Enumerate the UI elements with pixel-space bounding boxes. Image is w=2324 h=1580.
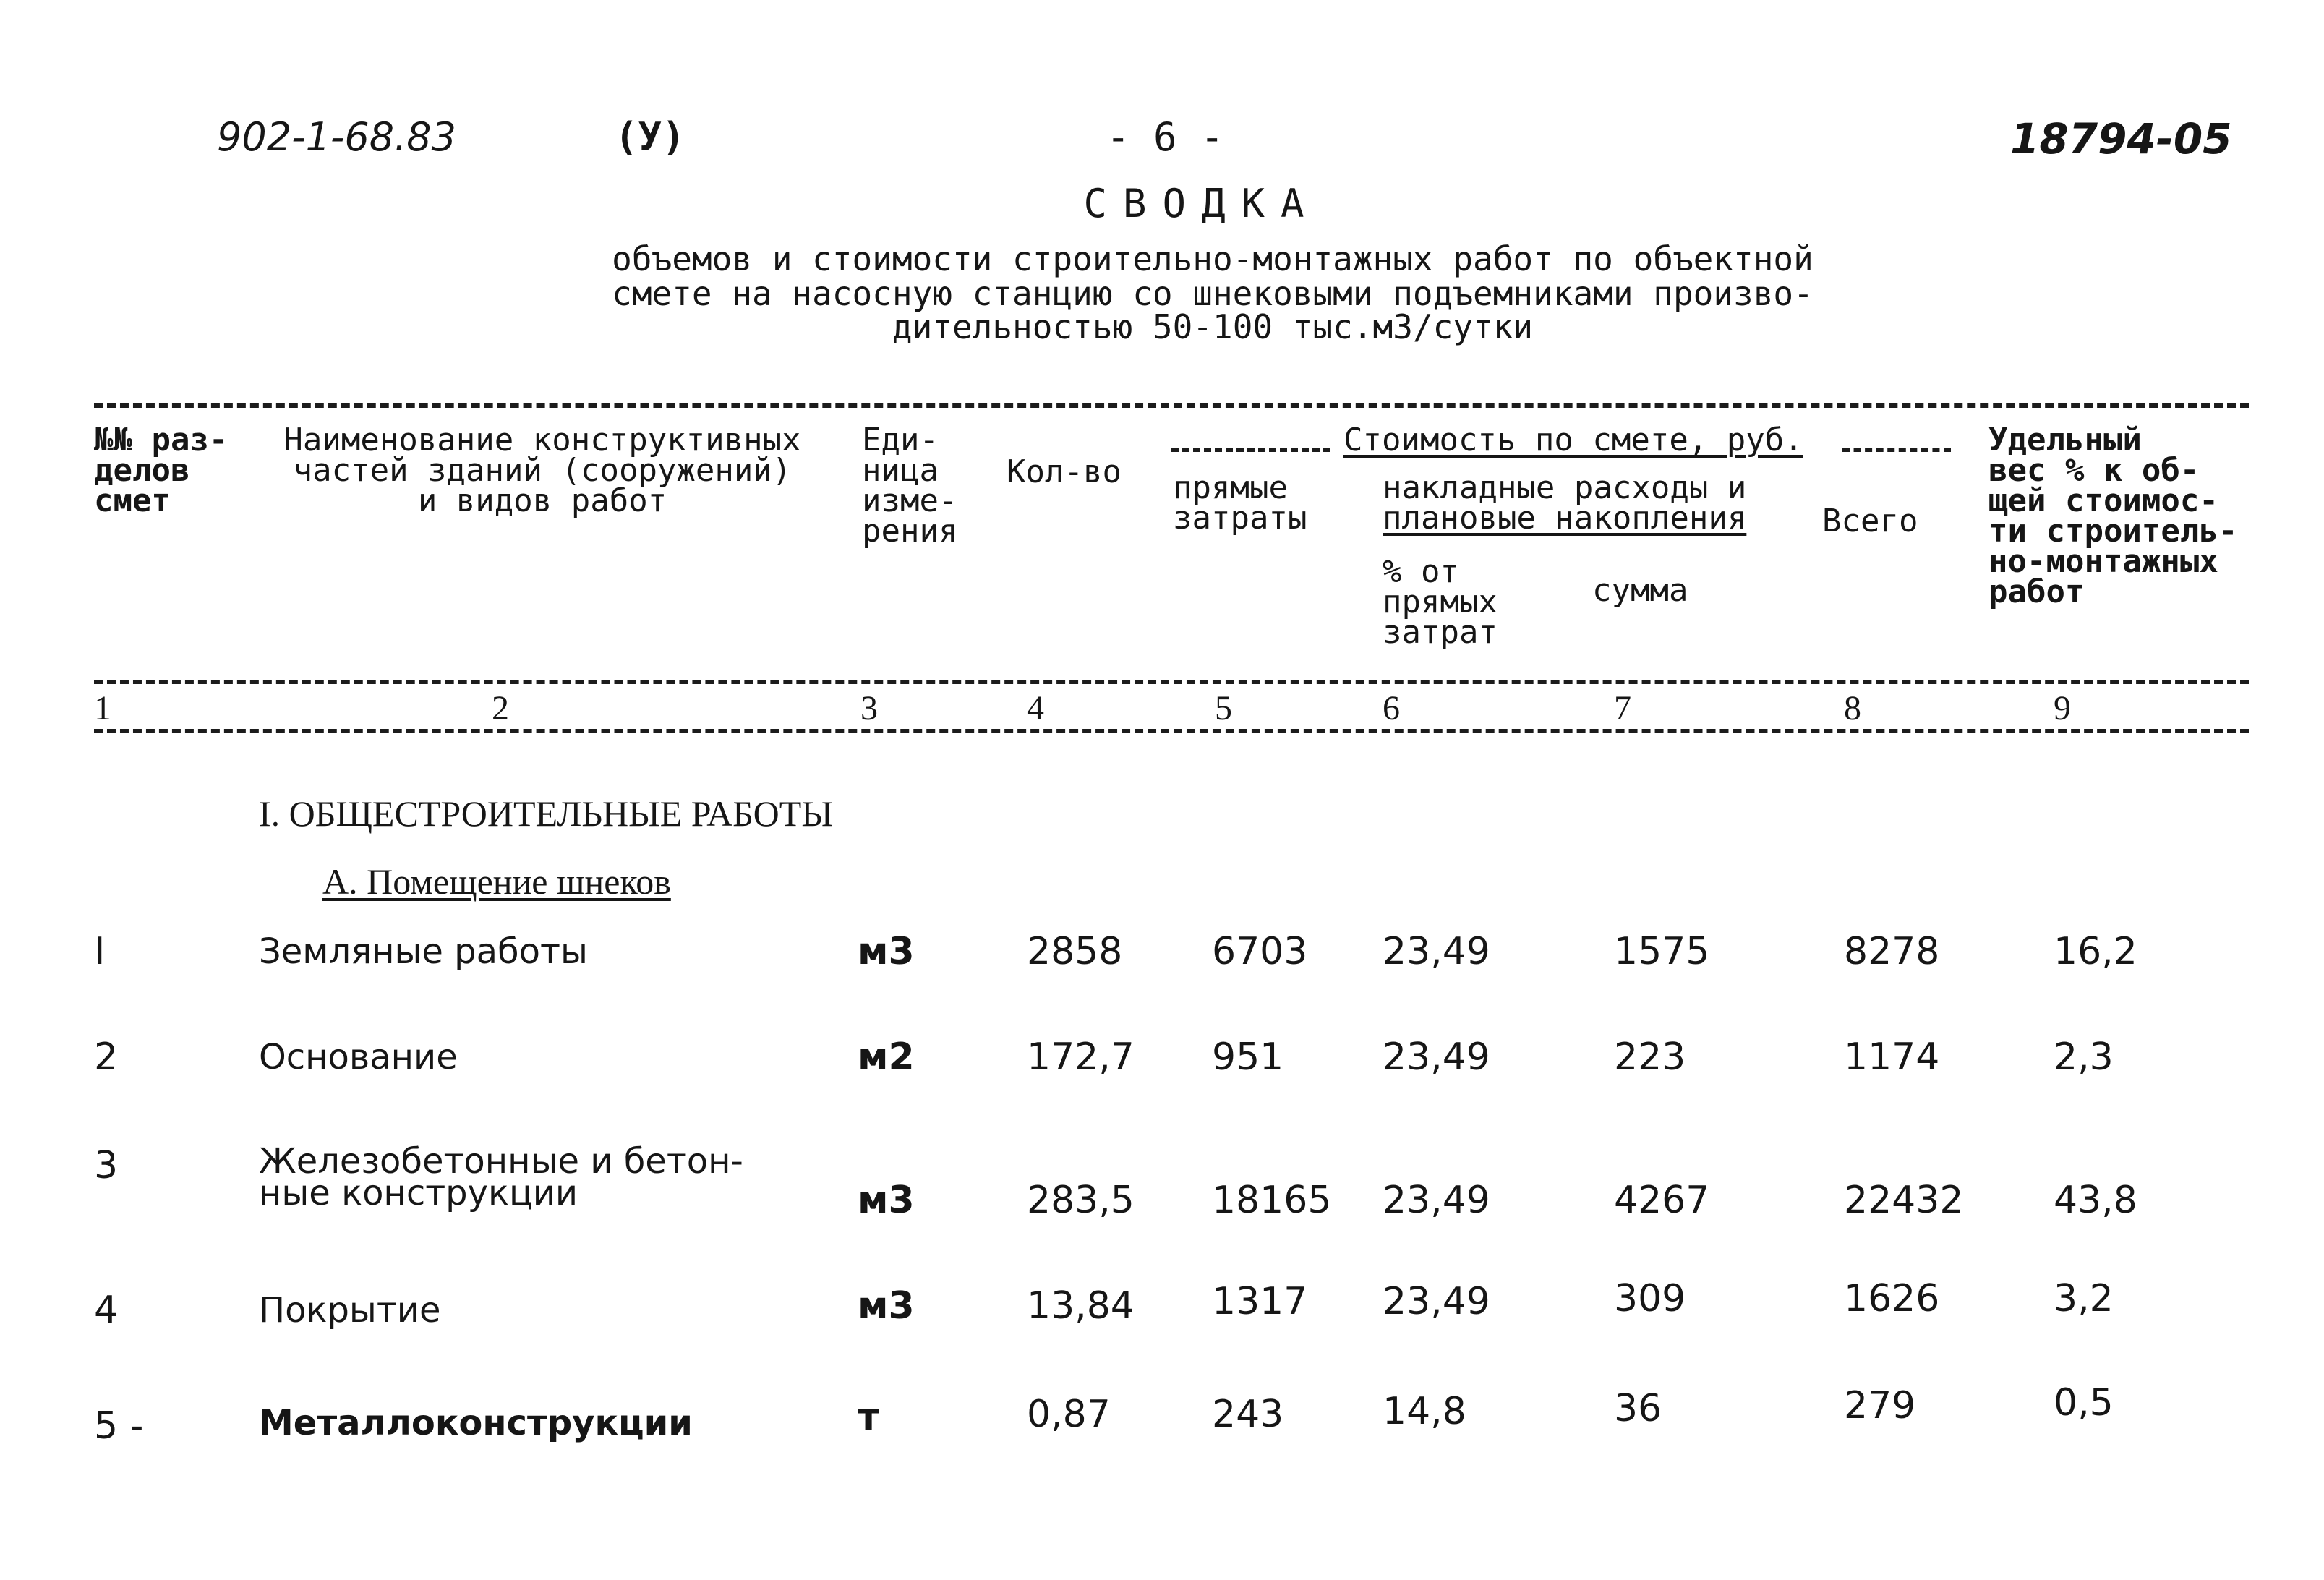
header-line: щей стоимос- (1988, 482, 2218, 519)
header-share (1988, 422, 2238, 610)
document-code: 902-1-68.83 (217, 114, 456, 160)
table-numbering-rule (94, 729, 2249, 733)
row-total: 22432 (1844, 1179, 1964, 1222)
row-quantity: 2858 (1027, 930, 1123, 973)
row-quantity: 0,87 (1027, 1393, 1111, 1436)
row-share: 16,2 (2054, 930, 2137, 973)
header-line: ти строитель- (1988, 513, 2238, 550)
row-sum: 36 (1614, 1387, 1662, 1430)
header-overhead (1383, 469, 1747, 537)
row-unit: м3 (858, 1284, 915, 1328)
row-direct-costs: 1317 (1212, 1280, 1308, 1323)
header-line: Еди- (862, 422, 939, 458)
column-number: 2 (492, 689, 509, 727)
row-sum: 4267 (1614, 1179, 1710, 1222)
header-unit (862, 422, 958, 550)
row-share: 43,8 (2054, 1179, 2137, 1222)
header-line: делов (94, 452, 190, 489)
header-cost-group: Стоимость по смете, руб. (1343, 422, 1803, 458)
row-total: 1626 (1844, 1277, 1940, 1320)
header-line: затрат (1383, 614, 1498, 651)
row-quantity: 283,5 (1027, 1179, 1135, 1222)
row-quantity: 172,7 (1027, 1035, 1135, 1079)
row-name: Основание (259, 1037, 458, 1077)
row-percent: 23,49 (1383, 1035, 1490, 1079)
row-total: 8278 (1844, 930, 1940, 973)
header-sum: сумма (1592, 572, 1688, 609)
row-number: I (94, 930, 106, 973)
row-name: Металлоконструкции (259, 1403, 693, 1443)
header-line: рения (862, 513, 958, 550)
column-number: 7 (1614, 689, 1631, 727)
row-unit: т (858, 1396, 880, 1439)
row-share: 2,3 (2054, 1035, 2114, 1079)
group-dash-left (1171, 448, 1330, 452)
header-percent (1383, 553, 1498, 651)
header-total: Всего (1822, 503, 1918, 539)
header-quantity: Кол-во (1007, 453, 1122, 490)
header-line: изме- (862, 482, 958, 519)
row-direct-costs: 6703 (1212, 930, 1308, 973)
row-share: 3,2 (2054, 1277, 2114, 1320)
row-percent: 23,49 (1383, 1280, 1490, 1323)
row-quantity: 13,84 (1027, 1284, 1135, 1328)
header-line: но-монтажных (1988, 543, 2218, 580)
row-name: Покрытие (259, 1290, 441, 1331)
header-name (260, 422, 824, 519)
row-unit: м3 (858, 1179, 915, 1222)
header-line: прямые (1173, 469, 1288, 506)
subtitle-line: дительностью 50-100 тыс.м3/сутки (892, 307, 1534, 346)
header-line: смет (94, 482, 171, 519)
header-line: Наименование конструктивных (283, 422, 801, 458)
column-number: 3 (860, 689, 878, 727)
row-number: 3 (94, 1144, 119, 1187)
row-percent: 23,49 (1383, 1179, 1490, 1222)
row-name: Земляные работы (259, 931, 588, 972)
inventory-number: 18794-05 (2010, 114, 2232, 163)
row-number: 5 - (94, 1404, 144, 1448)
column-number: 8 (1844, 689, 1861, 727)
header-line: №№ раз- (94, 422, 228, 458)
header-line: Удельный (1988, 422, 2142, 458)
column-number: 4 (1027, 689, 1044, 727)
header-line: частей зданий (сооружений) (293, 452, 792, 489)
column-number: 9 (2054, 689, 2071, 727)
subtitle-line: объемов и стоимости строительно-монтажных работ по объектной (612, 239, 1814, 278)
group-dash-right (1842, 448, 1951, 452)
row-sum: 309 (1614, 1277, 1686, 1320)
page-number: - 6 - (1106, 114, 1224, 160)
header-line: накладные расходы и (1383, 469, 1747, 506)
subsection-heading: А. Помещение шнеков (322, 861, 671, 902)
row-name (259, 1141, 743, 1213)
header-line: прямых (1383, 584, 1498, 620)
header-line: % от (1383, 553, 1459, 590)
row-unit: м3 (858, 930, 915, 973)
header-line: затраты (1173, 500, 1307, 537)
row-direct-costs: 18165 (1212, 1179, 1332, 1222)
row-direct-costs: 951 (1212, 1035, 1284, 1079)
row-name-line: Железобетонные и бетон- (259, 1141, 743, 1182)
table-header-rule (94, 680, 2249, 684)
row-total: 1174 (1844, 1035, 1940, 1079)
header-direct-costs (1173, 469, 1307, 537)
column-number: 6 (1383, 689, 1400, 727)
document-title: СВОДКА (1083, 181, 1320, 226)
header-line: ница (862, 452, 939, 489)
row-total: 279 (1844, 1384, 1916, 1427)
row-number: 4 (94, 1289, 119, 1332)
row-sum: 223 (1614, 1035, 1686, 1079)
row-name-line: ные конструкции (259, 1173, 578, 1213)
column-number: 5 (1215, 689, 1232, 727)
header-line: вес % к об- (1988, 452, 2200, 489)
row-number: 2 (94, 1035, 119, 1079)
header-line: и видов работ (417, 482, 667, 519)
subtitle-line: смете на насосную станцию со шнековыми подъемниками произво- (612, 274, 1814, 313)
document-mark: (У) (615, 114, 685, 160)
header-line: работ (1988, 573, 2085, 610)
row-share: 0,5 (2054, 1381, 2114, 1425)
row-sum: 1575 (1614, 930, 1710, 973)
row-percent: 23,49 (1383, 930, 1490, 973)
row-direct-costs: 243 (1212, 1393, 1284, 1436)
row-percent: 14,8 (1383, 1390, 1466, 1433)
header-line: плановые накопления (1383, 500, 1747, 537)
section-heading: I. ОБЩЕСТРОИТЕЛЬНЫЕ РАБОТЫ (259, 793, 833, 834)
row-unit: м2 (858, 1035, 915, 1079)
column-number: 1 (94, 689, 111, 727)
header-section-no (94, 422, 228, 519)
table-top-rule (94, 403, 2249, 408)
